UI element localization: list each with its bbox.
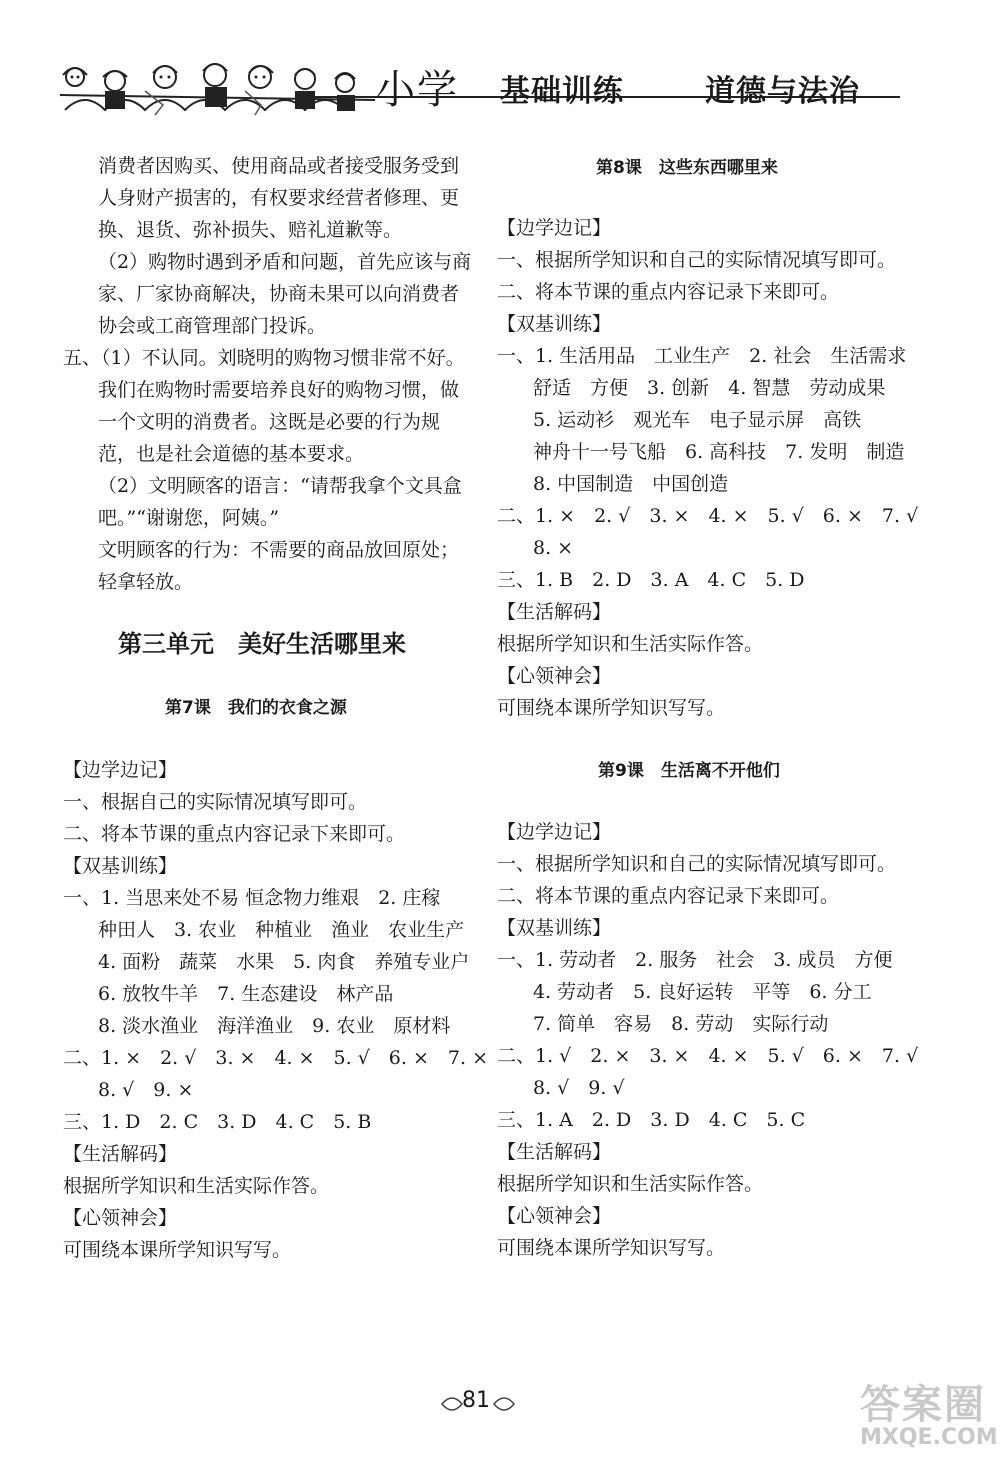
section-heading: 【心领神会】 [63, 1207, 178, 1229]
text-line: 一、根据所学知识和自己的实际情况填写即可。 [497, 853, 897, 875]
text-line: 7. 简单 容易 8. 劳动 实际行动 [533, 1013, 829, 1035]
section-heading: 【边学边记】 [497, 821, 612, 843]
text-line: 范，也是社会道德的基本要求。 [98, 443, 365, 465]
text-line: 根据所学知识和生活实际作答。 [497, 633, 764, 655]
text-line: 舒适 方便 3. 创新 4. 智慧 劳动成果 [533, 377, 886, 399]
section-heading: 【边学边记】 [497, 217, 612, 239]
text-line: 轻拿轻放。 [98, 571, 194, 593]
text-line: 可围绕本课所学知识写写。 [63, 1239, 292, 1261]
unit-title: 第三单元 美好生活哪里来 [118, 630, 406, 658]
section-heading: 【心领神会】 [497, 1205, 612, 1227]
lesson-title: 第7课 我们的衣食之源 [165, 698, 347, 718]
text-line: 五、（1）不认同。刘晓明的购物习惯非常不好。 [63, 347, 465, 369]
text-line: 二、1. × 2. √ 3. × 4. × 5. √ 6. × 7. √ [497, 505, 919, 527]
text-line: 协会或工商管理部门投诉。 [98, 315, 327, 337]
text-line: 我们在购物时需要培养良好的购物习惯，做 [98, 379, 460, 401]
text-line: 6. 放牧牛羊 7. 生态建设 林产品 [98, 983, 394, 1005]
text-line: 家、厂家协商解决，协商未果可以向消费者 [98, 283, 460, 305]
text-line: 5. 运动衫 观光车 电子显示屏 高铁 [533, 409, 862, 431]
children-illustration-icon [55, 55, 385, 125]
text-line: 一、1. 当思来处不易 恒念物力维艰 2. 庄稼 [63, 887, 441, 909]
lesson-title: 第9课 生活离不开他们 [598, 761, 780, 781]
text-line: 8. √ 9. √ [533, 1077, 625, 1099]
section-heading: 【双基训练】 [497, 313, 612, 335]
section-heading: 【边学边记】 [63, 759, 178, 781]
header-subject: 道德与法治 [705, 74, 860, 109]
text-line: 8. × [533, 537, 574, 559]
section-heading: 【心领神会】 [497, 665, 612, 687]
section-heading: 【生活解码】 [63, 1143, 178, 1165]
text-line: 一、1. 劳动者 2. 服务 社会 3. 成员 方便 [497, 949, 893, 971]
text-line: 一、根据自己的实际情况填写即可。 [63, 791, 368, 813]
header-grade: 小学 [375, 67, 459, 113]
text-line: 三、1. D 2. C 3. D 4. C 5. B [63, 1111, 372, 1133]
text-line: 8. 中国制造 中国创造 [533, 473, 729, 495]
text-line: 4. 劳动者 5. 良好运转 平等 6. 分工 [533, 981, 872, 1003]
text-line: 人身财产损害的，有权要求经营者修理、更 [98, 187, 460, 209]
text-line: 一、根据所学知识和自己的实际情况填写即可。 [497, 249, 897, 271]
text-line: 种田人 3. 农业 种植业 渔业 农业生产 [98, 919, 465, 941]
text-line: 二、将本节课的重点内容记录下来即可。 [63, 823, 406, 845]
section-heading: 【生活解码】 [497, 601, 612, 623]
text-line: 8. √ 9. × [98, 1079, 194, 1101]
section-heading: 【双基训练】 [497, 917, 612, 939]
text-line: 吧。”“谢谢您，阿姨。” [98, 507, 280, 529]
text-line: 二、将本节课的重点内容记录下来即可。 [497, 885, 840, 907]
text-line: 神舟十一号飞船 6. 高科技 7. 发明 制造 [533, 441, 905, 463]
text-line: 8. 淡水渔业 海洋渔业 9. 农业 原材料 [98, 1015, 451, 1037]
page-number: 81 [462, 1388, 490, 1413]
text-line: 文明顾客的行为：不需要的商品放回原处； [98, 539, 460, 561]
text-line: 可围绕本课所学知识写写。 [497, 1237, 726, 1259]
text-line: 根据所学知识和生活实际作答。 [497, 1173, 764, 1195]
text-line: 一个文明的消费者。这既是必要的行为规 [98, 411, 441, 433]
text-line: 4. 面粉 蔬菜 水果 5. 肉食 养殖专业户 [98, 951, 470, 973]
header-title: 基础训练 [500, 74, 624, 109]
section-heading: 【生活解码】 [497, 1141, 612, 1163]
text-line: （2）文明顾客的语言：“请帮我拿个文具盒 [98, 475, 462, 497]
section-heading: 【双基训练】 [63, 855, 178, 877]
text-line: 消费者因购买、使用商品或者接受服务受到 [98, 155, 460, 177]
watermark-url: MXQE.COM [860, 1425, 998, 1450]
text-line: 换、退货、弥补损失、赔礼道歉等。 [98, 219, 403, 241]
watermark-logo-text: 答案圈 [860, 1382, 986, 1428]
text-line: （2）购物时遇到矛盾和问题，首先应该与商 [98, 251, 472, 273]
text-line: 二、1. √ 2. × 3. × 4. × 5. √ 6. × 7. √ [497, 1045, 919, 1067]
lesson-title: 第8课 这些东西哪里来 [596, 158, 778, 178]
text-line: 三、1. B 2. D 3. A 4. C 5. D [497, 569, 805, 591]
text-line: 三、1. A 2. D 3. D 4. C 5. C [497, 1109, 806, 1131]
text-line: 二、1. × 2. √ 3. × 4. × 5. √ 6. × 7. × [63, 1047, 488, 1069]
text-line: 可围绕本课所学知识写写。 [497, 697, 726, 719]
text-line: 一、1. 生活用品 工业生产 2. 社会 生活需求 [497, 345, 907, 367]
text-line: 根据所学知识和生活实际作答。 [63, 1175, 330, 1197]
text-line: 二、将本节课的重点内容记录下来即可。 [497, 281, 840, 303]
